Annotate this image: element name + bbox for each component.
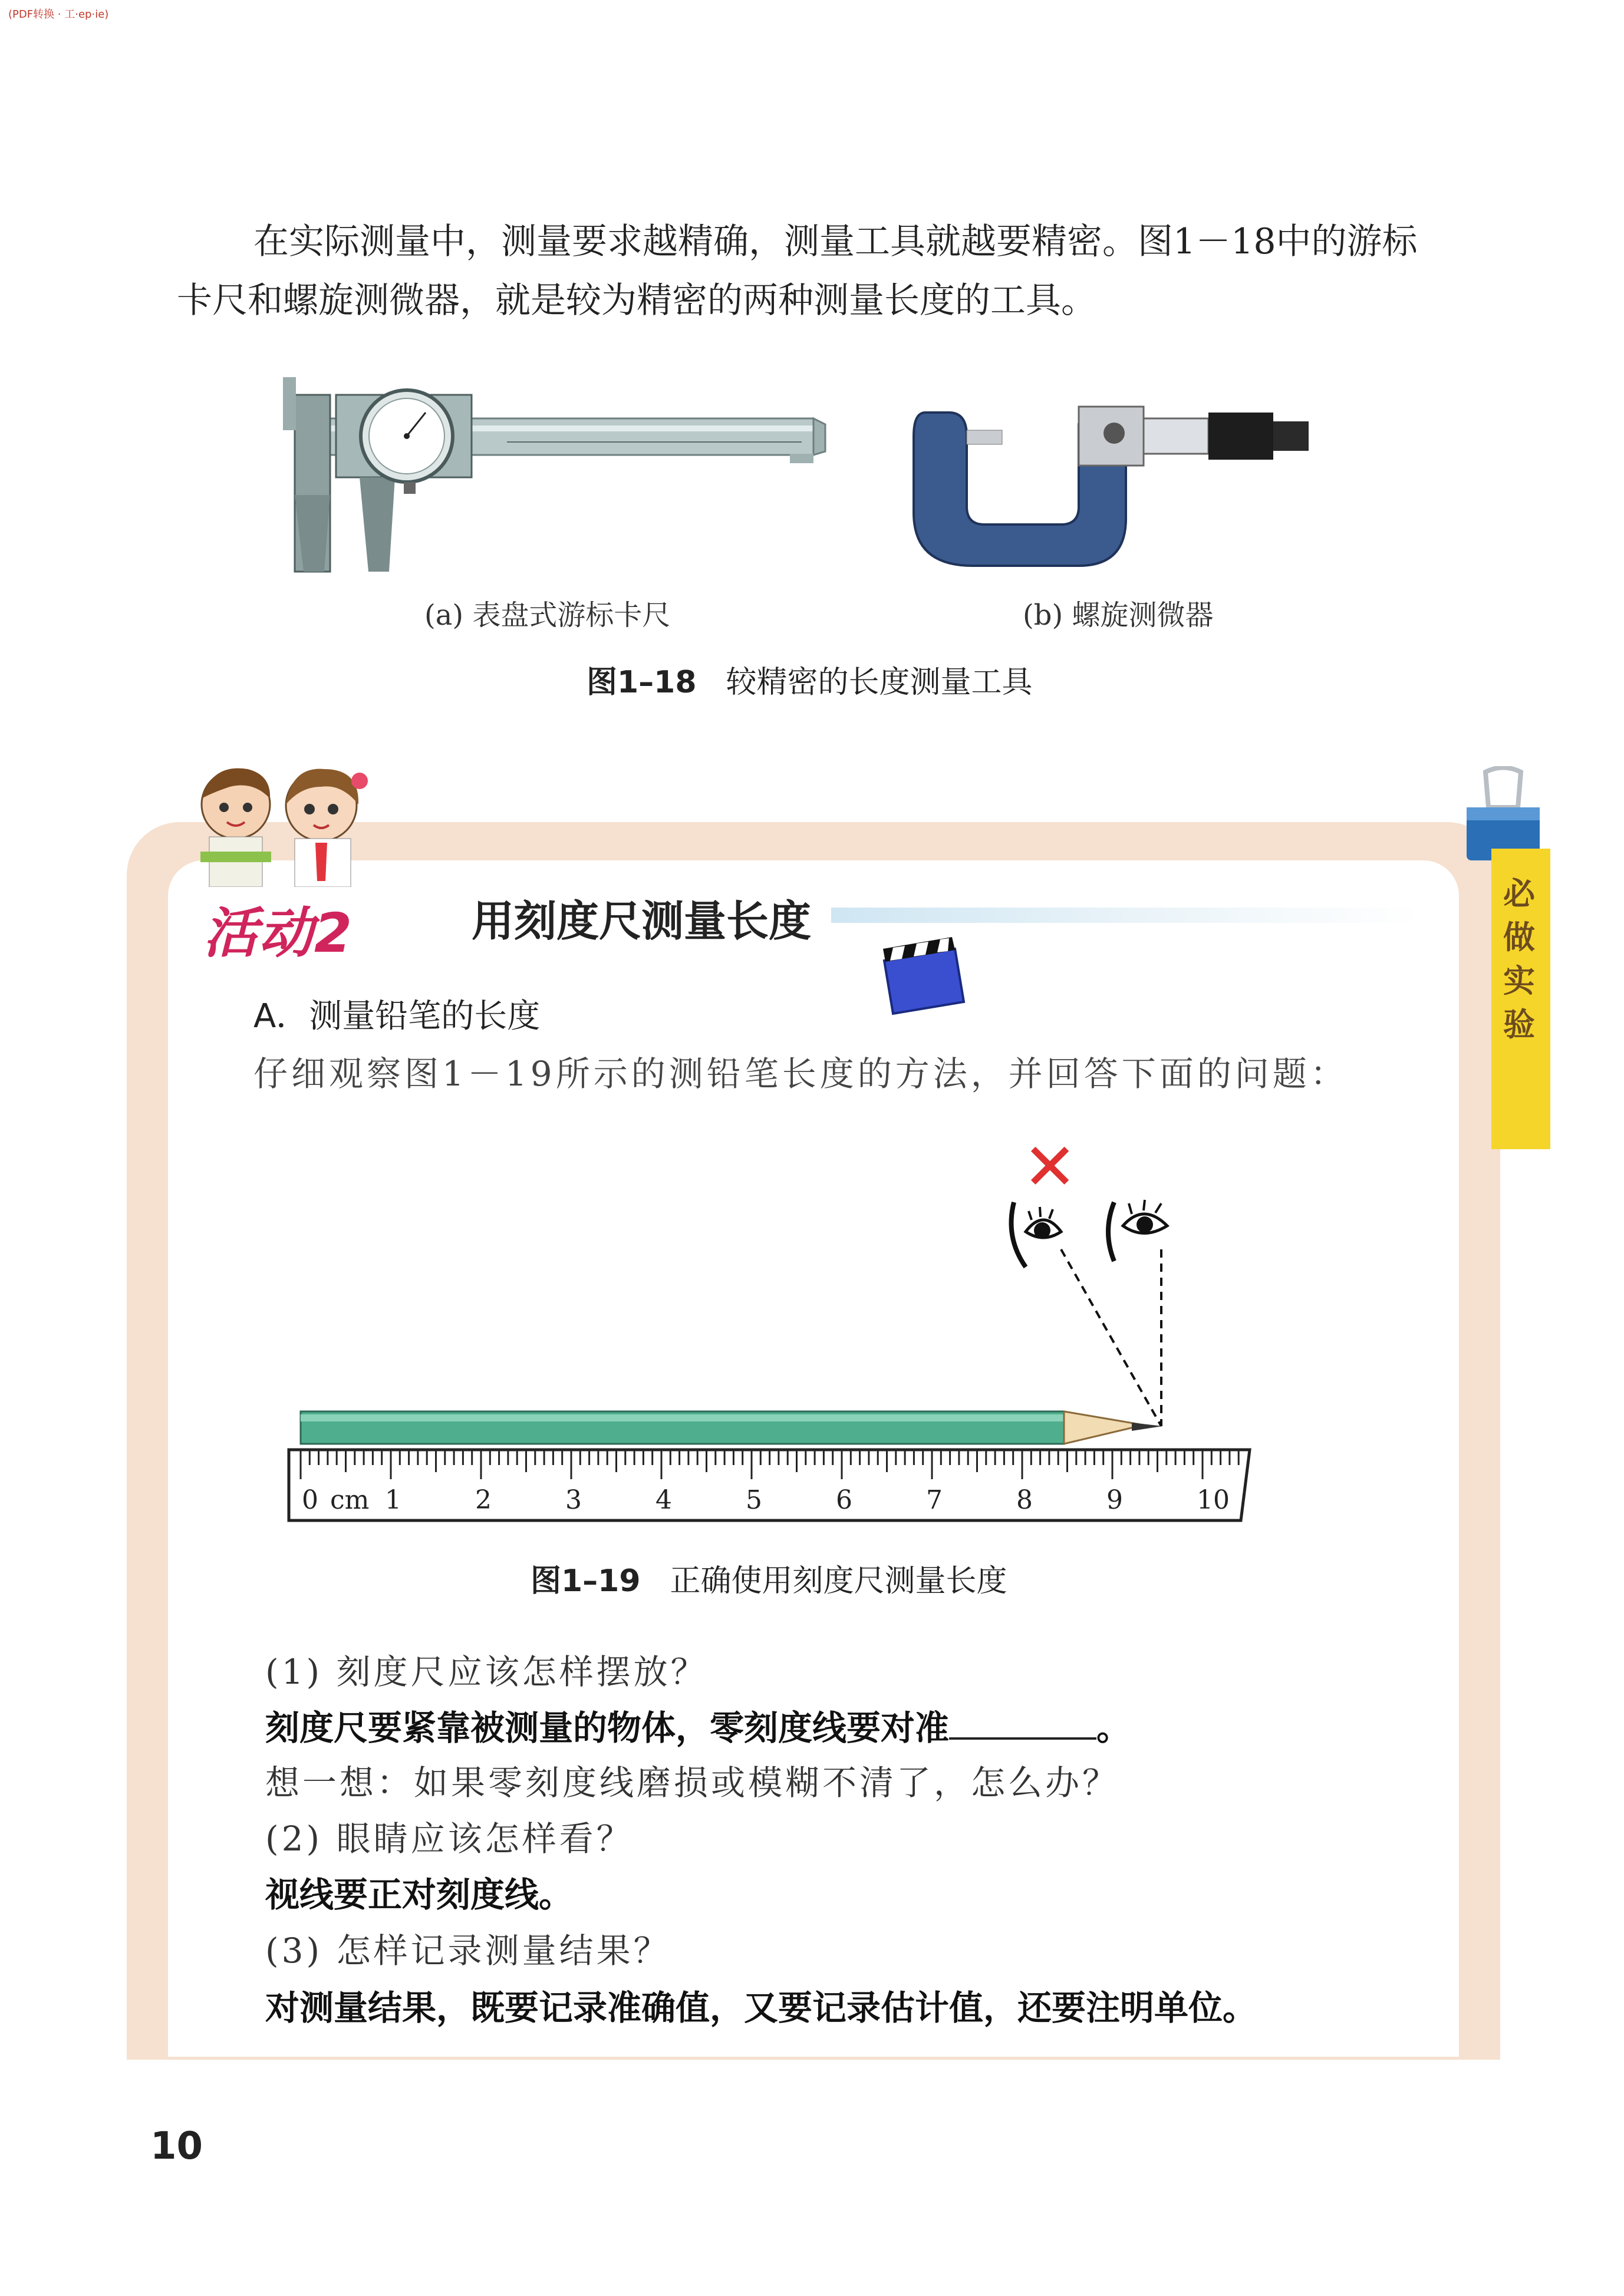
ruler-label: 7 — [926, 1485, 943, 1515]
answer-1-text: 刻度尺要紧靠被测量的物体，零刻度线要对准 — [265, 1708, 950, 1748]
dial-caliper-image — [271, 377, 837, 578]
ruler-label: 10 — [1197, 1485, 1230, 1515]
ruler-pencil-figure — [283, 1238, 1261, 1532]
page-header-text: (PDF转换 · 工·ep·ie) — [8, 8, 109, 21]
intro-line-1: 在实际测量中，测量要求越精确，测量工具就越要精密。图1－18中的游标 — [253, 221, 1418, 262]
question-1: (1) 刻度尺应该怎样摆放？ — [265, 1652, 708, 1692]
ruler-label: 3 — [565, 1485, 582, 1515]
answer-1-blank[interactable] — [949, 1708, 1096, 1740]
figure19-number: 图1–19 — [531, 1563, 641, 1599]
figure18-caption-a: (a) 表盘式游标卡尺 — [424, 599, 671, 632]
section-a-heading: A．测量铅笔的长度 — [253, 997, 541, 1035]
ruler-label: 2 — [475, 1485, 492, 1515]
answer-1 — [265, 1700, 1444, 1750]
ruler-label: 9 — [1106, 1485, 1123, 1515]
figure18-title-text: 较精密的长度测量工具 — [726, 665, 1033, 700]
intro-paragraph — [177, 212, 1462, 330]
wrong-view-mark: ✕ — [1023, 1129, 1078, 1205]
required-experiment-label: 必做实验 — [1503, 875, 1535, 1043]
figure19-title — [531, 1556, 1007, 1600]
children-illustration — [189, 763, 377, 887]
activity-label: 活动2 — [203, 902, 354, 965]
ruler-label: 0 — [302, 1485, 318, 1515]
think-prompt: 想一想：如果零刻度线磨损或模糊不清了，怎么办？ — [265, 1763, 1120, 1803]
ruler-label: 4 — [655, 1485, 672, 1515]
micrometer-image — [902, 389, 1326, 578]
question-2: (2) 眼睛应该怎样看？ — [265, 1819, 634, 1859]
figure19-title-text: 正确使用刻度尺测量长度 — [670, 1563, 1007, 1599]
title-decoration-bar — [831, 908, 1421, 923]
question-3: (3) 怎样记录测量结果？ — [265, 1931, 671, 1971]
ruler-unit: cm — [330, 1485, 370, 1515]
intro-line-2: 卡尺和螺旋测微器，就是较为精密的两种测量长度的工具。 — [177, 280, 1096, 321]
ruler-label: 1 — [385, 1485, 401, 1515]
figure18-number: 图1–18 — [587, 665, 697, 700]
answer-2: 视线要正对刻度线。 — [265, 1875, 574, 1915]
ruler-label: 8 — [1016, 1485, 1033, 1515]
answer-3: 对测量结果，既要记录准确值，又要记录估计值，还要注明单位。 — [265, 1988, 1257, 2028]
figure18-title — [587, 657, 1033, 701]
ruler-label: 5 — [746, 1485, 762, 1515]
activity-title: 用刻度尺测量长度 — [472, 896, 812, 946]
ruler-label: 6 — [836, 1485, 852, 1515]
answer-1-suffix: 。 — [1096, 1708, 1131, 1748]
page-number: 10 — [150, 2125, 203, 2168]
instruction-text: 仔细观察图1－19所示的测铅笔长度的方法，并回答下面的问题： — [253, 1054, 1348, 1094]
figure18-caption-b: (b) 螺旋测微器 — [1023, 599, 1214, 632]
video-clapperboard-icon[interactable] — [878, 937, 967, 1020]
